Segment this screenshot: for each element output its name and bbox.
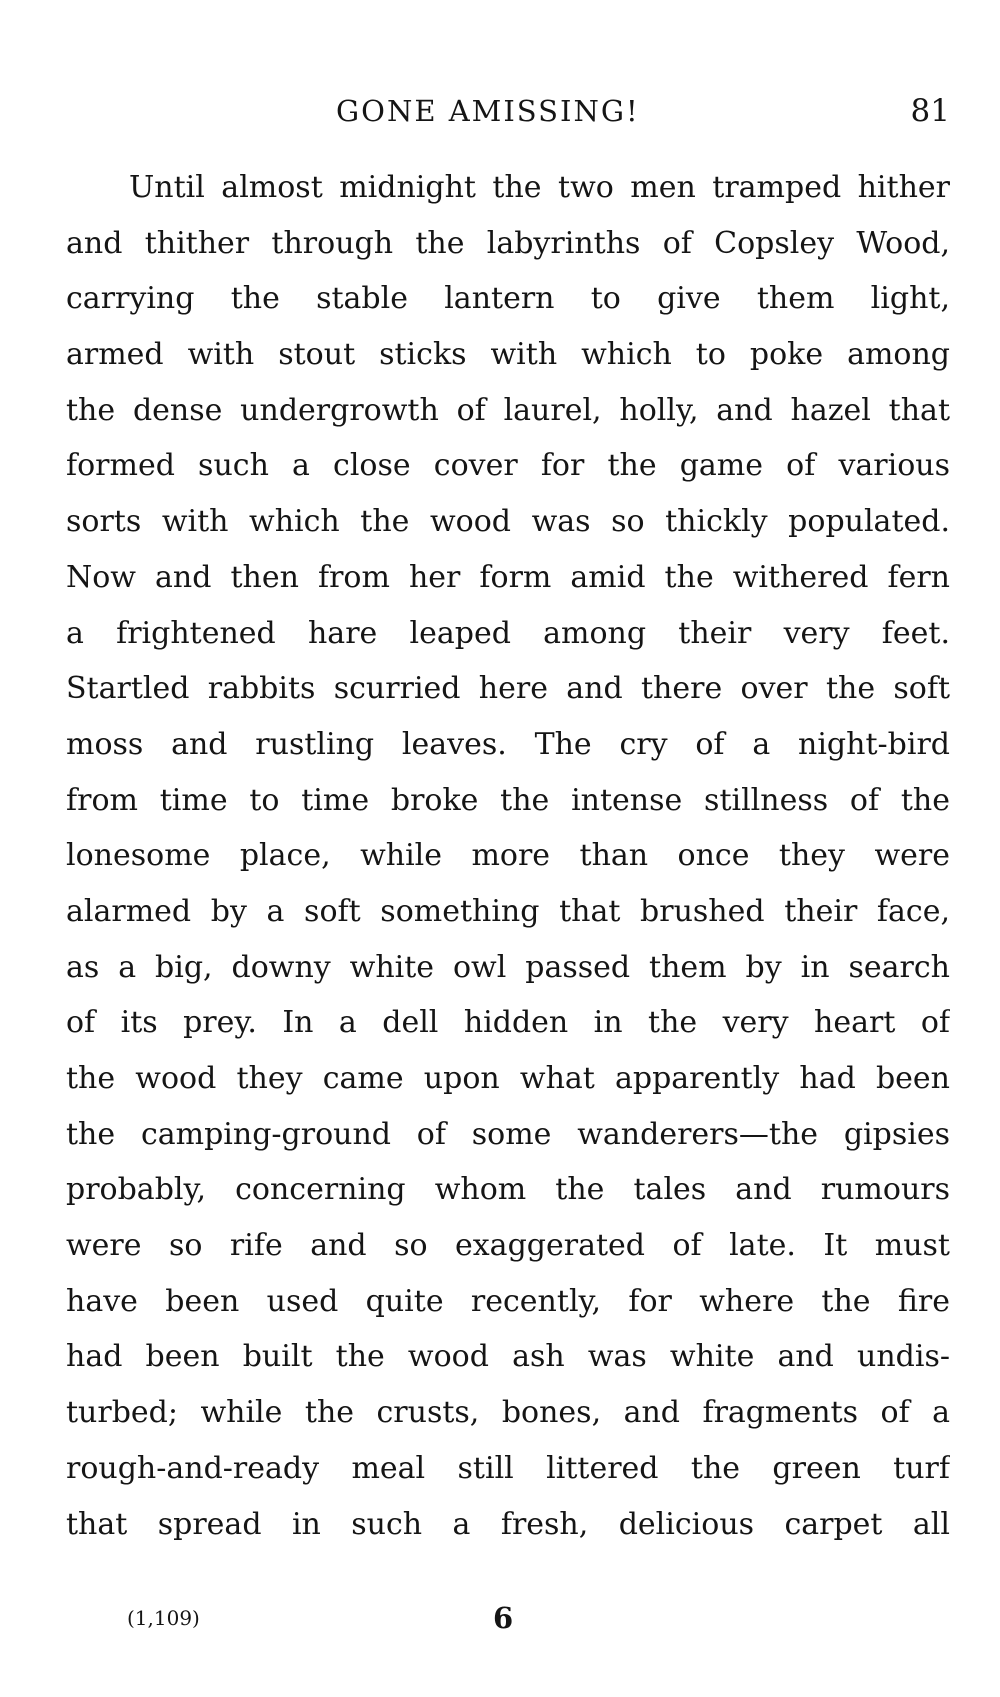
page-footer: [66, 1596, 950, 1646]
text-line: that spread in such a fresh, delicious carpet all: [66, 1506, 950, 1542]
text-line: the camping-ground of some wanderers—the gipsies: [66, 1116, 950, 1152]
text-line: of its prey. In a dell hidden in the very heart of: [66, 1005, 950, 1041]
text-line: turbed; while the crusts, bones, and fragments of a: [66, 1395, 950, 1431]
text-line: the wood they came upon what apparently had been: [66, 1061, 950, 1096]
text-line: sorts with which the wood was so thickly populated.: [66, 504, 950, 540]
text-line: moss and rustling leaves. The cry of a night-bird: [66, 726, 950, 762]
text-line: Now and then from her form amid the withered fern: [66, 559, 950, 595]
text-line: were so rife and so exaggerated of late. It must: [66, 1228, 950, 1264]
text-line: Until almost midnight the two men tramped hither: [129, 170, 950, 205]
text-line: from time to time broke the intense stillness of the: [66, 782, 950, 818]
text-line: had been built the wood ash was white and undis-: [66, 1339, 950, 1375]
text-line: rough-and-ready meal still littered the green turf: [66, 1450, 950, 1486]
text-line: Startled rabbits scurried here and there over the soft: [66, 671, 950, 707]
text-line: formed such a close cover for the game of various: [66, 448, 950, 484]
page-number: 81: [910, 93, 950, 129]
text-line: probably, concerning whom the tales and rumours: [66, 1172, 950, 1208]
text-line: have been used quite recently, for where the fire: [66, 1283, 950, 1319]
text-line: a frightened hare leaped among their very feet.: [66, 615, 950, 651]
signature-number: 6: [493, 1601, 514, 1635]
body-text: [66, 160, 950, 1552]
text-line: carrying the stable lantern to give them light,: [66, 281, 950, 317]
text-line: the dense undergrowth of laurel, holly, and hazel that: [66, 392, 950, 428]
printer-signature: (1,109): [127, 1606, 200, 1630]
running-head: [66, 86, 950, 136]
running-title: GONE AMISSING!: [336, 94, 640, 128]
text-line: lonesome place, while more than once they were: [66, 838, 950, 874]
text-line: alarmed by a soft something that brushed their face,: [66, 893, 950, 929]
text-line: and thither through the labyrinths of Copsley Wood,: [66, 225, 950, 261]
text-line: as a big, downy white owl passed them by in search: [66, 949, 950, 985]
text-line: armed with stout sticks with which to poke among: [66, 337, 950, 373]
